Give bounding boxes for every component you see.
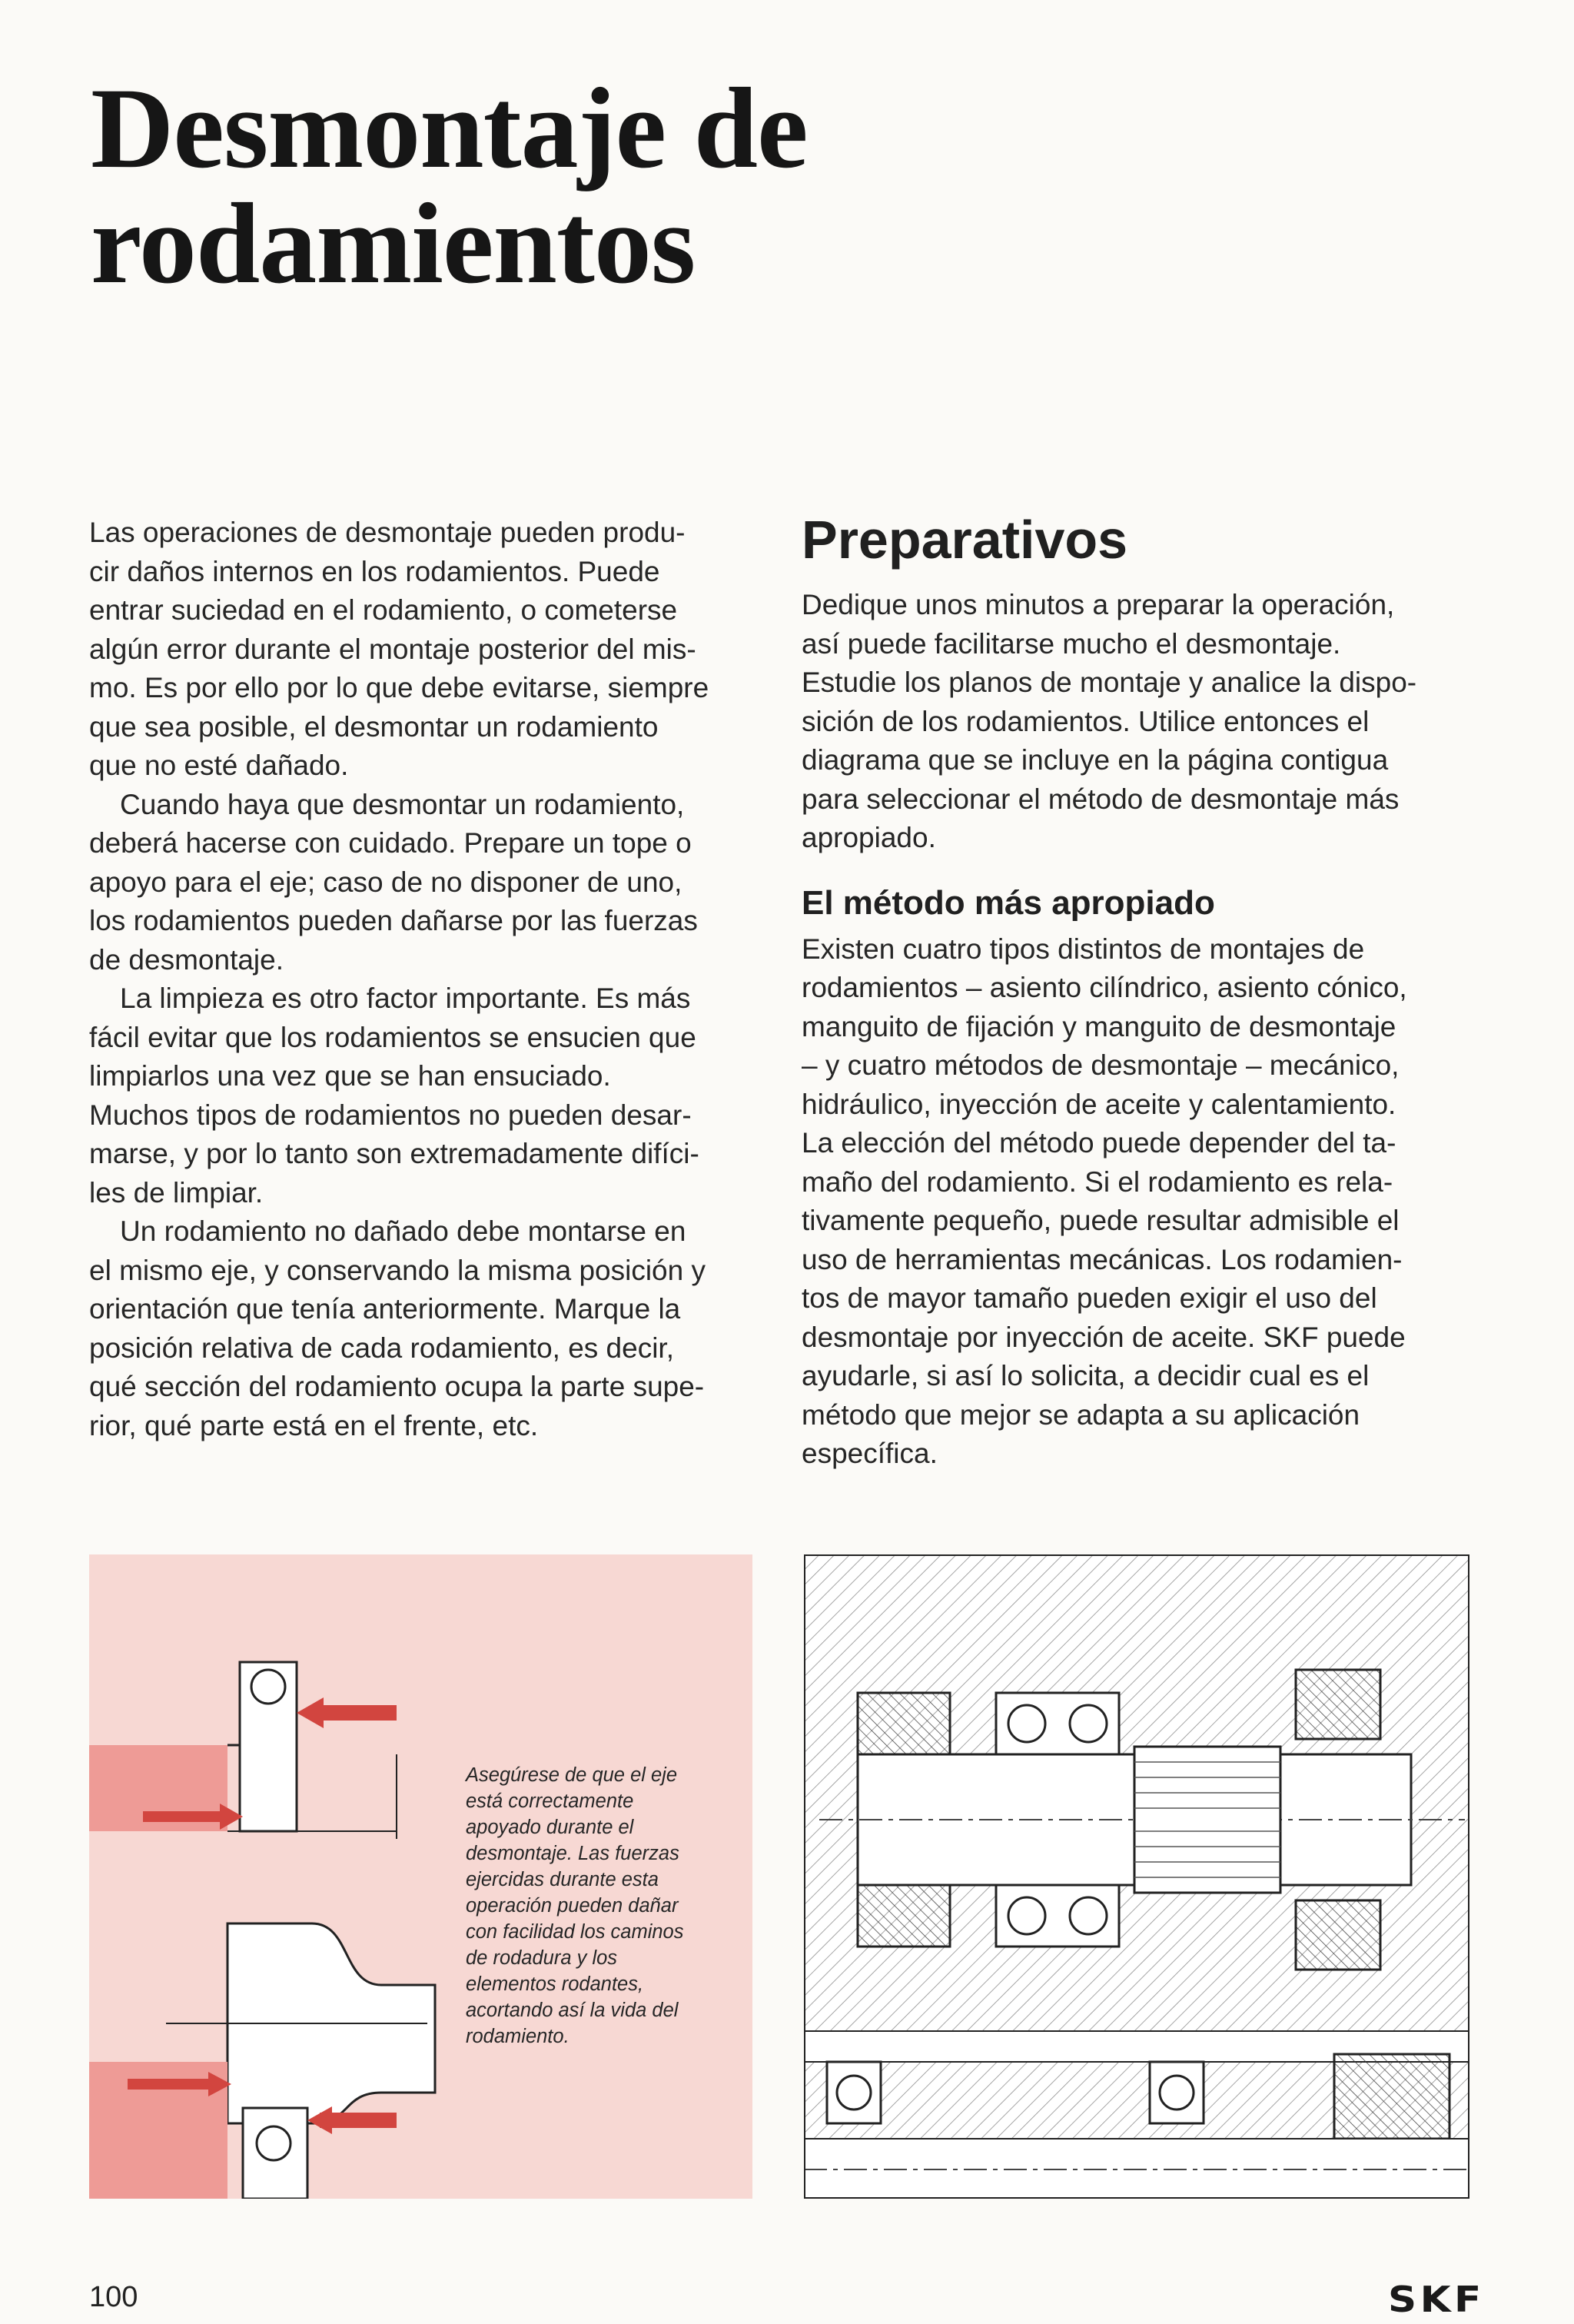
- tapered-bearing-bottom-left: [858, 1885, 950, 1947]
- caption-line: operación pueden dañar: [466, 1895, 679, 1917]
- text-line: que sea posible, el desmontar un rodamiento: [89, 710, 659, 743]
- intro-paragraph: [802, 586, 1478, 858]
- left-column: [89, 514, 765, 1445]
- text-line: posición relativa de cada rodamiento, es decir,: [89, 1332, 674, 1364]
- text-line: fácil evitar que los rodamientos se ensucien que: [89, 1021, 696, 1053]
- text-line: maño del rodamiento. Si el rodamiento es rela-: [802, 1165, 1393, 1198]
- text-line: mo. Es por ello por lo que debe evitarse, siempre: [89, 672, 709, 703]
- support-arrow-lower: [128, 2079, 212, 2090]
- text-line: sición de los rodamientos. Utilice entonces el: [802, 705, 1370, 737]
- text-line: para seleccionar el método de desmontaje más: [802, 783, 1400, 815]
- text-line: – y cuatro métodos de desmontaje – mecánico,: [802, 1049, 1400, 1081]
- gearbox-cross-section-drawing: [804, 1554, 1469, 2199]
- text-line: Un rodamiento no dañado debe montarse en: [120, 1215, 686, 1247]
- body-paragraph: [802, 930, 1478, 1474]
- text-line: Estudie los planos de montaje y analice la dispo-: [802, 667, 1417, 698]
- ball-icon: [1070, 1705, 1107, 1742]
- ball-icon: [1160, 2076, 1194, 2110]
- paragraph-4: [89, 1212, 765, 1445]
- text-line: el mismo eje, y conservando la misma posición y: [89, 1254, 706, 1286]
- text-line: los rodamientos pueden dañarse por las fuerzas: [89, 905, 698, 936]
- ball-icon: [1008, 1897, 1045, 1934]
- text-line: les de limpiar.: [89, 1176, 264, 1209]
- text-line: apropiado.: [802, 822, 936, 853]
- support-arrow-upper: [143, 1811, 227, 1822]
- caption-line: rodamiento.: [466, 2026, 569, 2047]
- tapered-bearing-bottom-right: [1296, 1900, 1380, 1970]
- text-line: que no esté dañado.: [89, 750, 349, 781]
- right-column: [802, 507, 1478, 1474]
- text-line: Existen cuatro tipos distintos de montajes de: [802, 933, 1365, 965]
- caption-line: apoyado durante el: [466, 1817, 634, 1838]
- splined-hub: [1134, 1747, 1280, 1893]
- text-line: específica.: [802, 1438, 938, 1469]
- roller-bearing-lower-right: [1334, 2054, 1449, 2139]
- text-line: cir daños internos en los rodamientos. Puede: [89, 555, 660, 587]
- text-line: Las operaciones de desmontaje pueden produ-: [89, 517, 686, 548]
- text-line: Cuando haya que desmontar un rodamiento,: [120, 788, 685, 820]
- text-line: tivamente pequeño, puede resultar admisible el: [802, 1205, 1400, 1236]
- caption-line: ejercidas durante esta: [466, 1869, 659, 1890]
- caption-line: desmontaje. Las fuerzas: [466, 1843, 679, 1864]
- tapered-bearing-top-right: [1296, 1670, 1380, 1739]
- ball-icon: [837, 2076, 871, 2110]
- section-heading: Preparativos: [802, 510, 1128, 570]
- text-line: deberá hacerse con cuidado. Prepare un tope o: [89, 827, 692, 859]
- ball-icon: [1070, 1897, 1107, 1934]
- gearbox-cross-section-figure: [804, 1554, 1469, 2199]
- text-line: Muchos tipos de rodamientos no pueden desar-: [89, 1099, 692, 1131]
- text-line: de desmontaje.: [89, 943, 284, 976]
- text-line: marse, y por lo tanto son extremadamente difíci-: [89, 1138, 699, 1169]
- text-line: apoyo para el eje; caso de no disponer de uno,: [89, 866, 682, 898]
- text-line: uso de herramientas mecánicas. Los rodamien-: [802, 1243, 1403, 1275]
- text-line: algún error durante el montaje posterior del mis-: [89, 633, 696, 665]
- text-line: rior, qué parte está en el frente, etc.: [89, 1409, 539, 1441]
- caption-line: está correctamente: [466, 1790, 634, 1812]
- ball-icon: [1008, 1705, 1045, 1742]
- caption-line: elementos rodantes,: [466, 1973, 644, 1995]
- force-arrow-upper: [312, 1705, 397, 1721]
- bearing-support-figure: [89, 1554, 752, 2199]
- tapered-bearing-top-left: [858, 1693, 950, 1754]
- caption-line: con facilidad los caminos: [466, 1921, 684, 1943]
- subsection-heading: El método más apropiado: [802, 883, 1215, 922]
- text-line: La limpieza es otro factor importante. Es más: [120, 982, 691, 1014]
- ball-icon: [257, 2126, 291, 2160]
- caption-line: Asegúrese de que el eje: [466, 1764, 678, 1786]
- text-line: orientación que tenía anteriormente. Marque la: [89, 1293, 681, 1325]
- paragraph-1: [89, 514, 765, 786]
- text-line: ayudarle, si así lo solicita, a decidir cual es el: [802, 1360, 1370, 1391]
- page-number: 100: [89, 2281, 138, 2313]
- caption-line: de rodadura y los: [466, 1947, 618, 1969]
- skf-logo: SKF: [1388, 2279, 1485, 2320]
- text-line: limpiarlos una vez que se han ensuciado.: [89, 1060, 611, 1092]
- ball-icon: [251, 1670, 285, 1704]
- text-line: qué sección del rodamiento ocupa la parte supe-: [89, 1371, 705, 1402]
- title-line-1: Desmontaje de: [91, 65, 808, 192]
- text-line: manguito de fijación y manguito de desmontaje: [802, 1010, 1396, 1042]
- text-line: entrar suciedad en el rodamiento, o cometerse: [89, 594, 678, 626]
- figure-caption: [466, 1762, 727, 2050]
- paragraph-3: [89, 979, 765, 1212]
- text-line: La elección del método puede depender del ta-: [802, 1127, 1396, 1159]
- caption-line: acortando así la vida del: [466, 2000, 679, 2021]
- text-line: desmontaje por inyección de aceite. SKF puede: [802, 1321, 1406, 1353]
- text-line: así puede facilitarse mucho el desmontaje.: [802, 627, 1341, 660]
- text-line: método que mejor se adapta a su aplicación: [802, 1398, 1360, 1431]
- title-line-2: rodamientos: [91, 180, 696, 308]
- text-line: hidráulico, inyección de aceite y calentamiento.: [802, 1088, 1396, 1120]
- paragraph-2: [89, 786, 765, 980]
- text-line: tos de mayor tamaño pueden exigir el uso del: [802, 1282, 1377, 1314]
- text-line: rodamientos – asiento cilíndrico, asiento cónico,: [802, 972, 1407, 1003]
- page-title: [91, 65, 1013, 308]
- text-line: diagrama que se incluye en la página contigua: [802, 744, 1389, 776]
- text-line: Dedique unos minutos a preparar la operación,: [802, 589, 1395, 620]
